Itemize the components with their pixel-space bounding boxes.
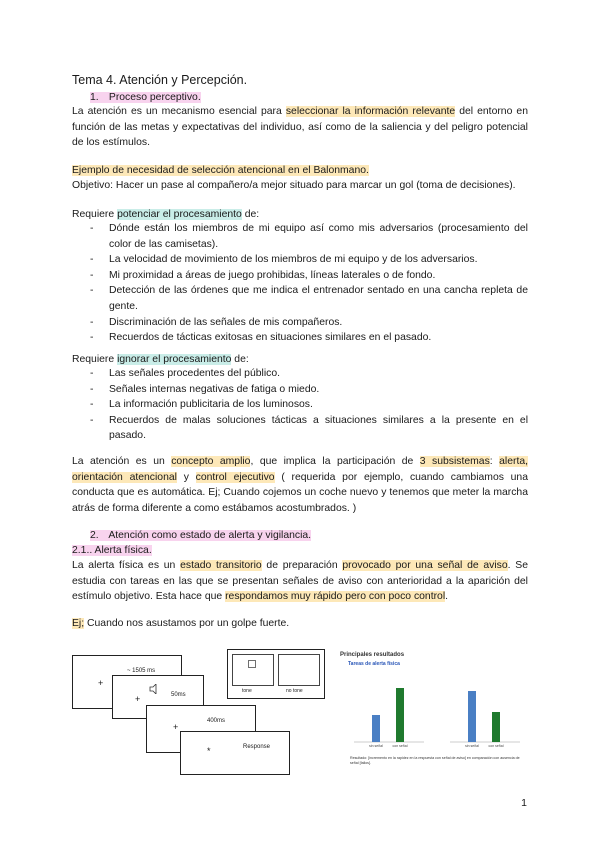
tick-label: sin señal	[369, 744, 383, 748]
requires-ignore-label: Requiere ignorar el procesamiento de:	[72, 354, 249, 365]
tick-label: sin señal	[465, 744, 479, 748]
bar-1-1	[372, 715, 380, 742]
list-item: - Recuerdos de tácticas exitosas en situaciones similares en el pasado.	[90, 330, 528, 346]
page-number: 1	[521, 797, 527, 809]
requires-enhance-label: Requiere potenciar el procesamiento de:	[72, 209, 260, 220]
results-chart	[340, 652, 540, 772]
bar-2-2	[492, 712, 500, 742]
objective-text: Objetivo: Hacer un pase al compañero/a mejor situado para marcar un gol (toma de decisiones).	[72, 180, 516, 191]
tick-label: con señal	[488, 744, 504, 748]
section2-paragraph: La alerta física es un estado transitorio de preparación provocado por una señal de aviso. Se estudia con tareas en las que se presentan señales de aviso con anterioridad a la aparición del estímulo objetivo. Esta hace que respondamos muy rápido pero con poco control.	[72, 560, 529, 603]
list-item: - Recuerdos de malas soluciones tácticas a situaciones similares a la presente en el pasado.	[90, 413, 528, 444]
trial-frame-interval: + 400ms	[146, 705, 256, 753]
list-item: - La información publicitaria de los luminosos.	[90, 397, 528, 413]
chart-caption: Resultado: [incremento en la rapidez en la respuesta con señal de aviso] en comparación con ausencia de señal [fallos].	[350, 756, 520, 765]
chart-plot	[340, 670, 540, 754]
list-item: - Mi proximidad a áreas de juego prohibidas, líneas laterales o de fondo.	[90, 268, 528, 284]
bar-1-2	[396, 688, 404, 742]
list-item: - Dónde están los miembros de mi equipo así como mis adversarios (procesamiento del color de las camisetas).	[90, 221, 528, 252]
bar-2-1	[468, 691, 476, 742]
speaker-icon	[149, 684, 159, 694]
list-item: - Discriminación de las señales de mis compañeros.	[90, 315, 528, 331]
enhance-list	[90, 221, 528, 346]
section1-heading: 1. Proceso perceptivo.	[90, 92, 201, 103]
ignore-list	[90, 366, 528, 444]
condition-panel: tone no tone	[227, 649, 325, 699]
tick-label: con señal	[392, 744, 408, 748]
section2-heading: 2. Atención como estado de alerta y vigilancia.	[90, 530, 312, 541]
trial-frame-fixation: + ~ 1505 ms	[72, 655, 182, 709]
list-item: - Señales internas negativas de fatiga o miedo.	[90, 382, 528, 398]
chart-subtitle: Tareas de alerta física	[348, 661, 400, 667]
example-line: Ej; Cuando nos asustamos por un golpe fuerte.	[72, 618, 290, 629]
chart-title: Principales resultados	[340, 652, 405, 658]
trial-frame-target: * Response	[180, 731, 290, 775]
trial-frame-cue: + 50ms	[112, 675, 204, 719]
list-item: - Detección de las órdenes que me indica el entrenador sentado en una cancha repleta de gente.	[90, 283, 528, 314]
page-title: Tema 4. Atención y Percepción.	[72, 73, 248, 87]
speaker-icon	[248, 660, 256, 668]
concept-paragraph: La atención es un concepto amplio, que implica la participación de 3 subsistemas: alerta, orientación atencional y control ejecutivo ( requerida por ejemplo, cuando cambiamos una conducta que es automática. Ej; Cuando cojemos un coche nuevo y tenemos que meter la marcha atrás de forma diferente a como estábamos acostumbrados. )	[72, 456, 529, 514]
list-item: - Las señales procedentes del público.	[90, 366, 528, 382]
list-item: - La velocidad de movimiento de los miembros de mi equipo y de los adversarios.	[90, 252, 528, 268]
alert-task-diagram	[72, 647, 327, 773]
section2-subheading: 2.1.. Alerta física.	[72, 545, 152, 556]
example-heading: Ejemplo de necesidad de selección atencional en el Balonmano.	[72, 165, 369, 176]
section1-paragraph: La atención es un mecanismo esencial para seleccionar la información relevante del entorno en función de las metas y expectativas del individuo, así como de la saliencia y del peligro potencial de los estímulos.	[72, 106, 528, 149]
